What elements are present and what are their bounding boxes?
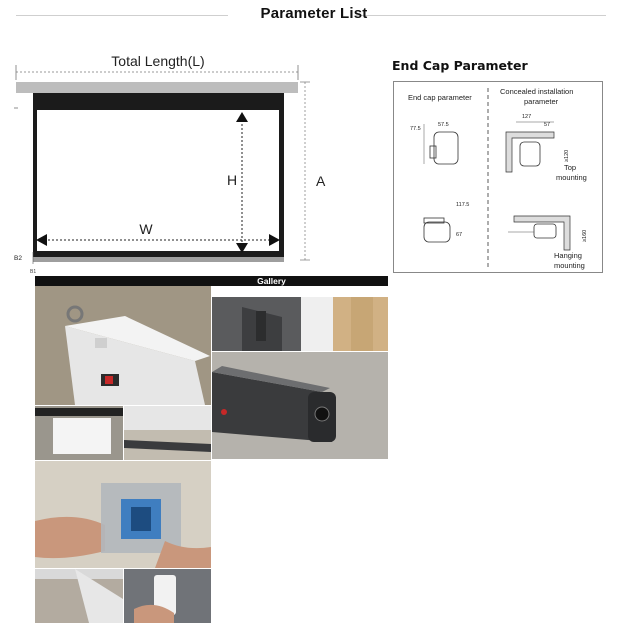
gallery-photo-remote[interactable]	[124, 569, 211, 623]
gallery-photo-end-cap[interactable]	[212, 352, 388, 459]
b2-label: B2	[14, 255, 22, 262]
gallery-photo-screen-corner[interactable]	[301, 297, 388, 351]
dim-label-2: 57.5	[438, 122, 449, 128]
gallery-photo-casing-side[interactable]	[124, 406, 211, 460]
dim-label-4: 67	[456, 232, 463, 238]
dim-label-5: 127	[522, 114, 532, 120]
end-cap-title: End Cap Parameter	[392, 58, 528, 73]
screen-dimension-diagram	[0, 40, 340, 280]
gallery-photo-motor-end[interactable]	[35, 286, 211, 405]
total-length-label: Total Length(L)	[111, 53, 205, 69]
concealed-heading-2: parameter	[524, 97, 559, 106]
top-mounting-2: mounting	[556, 173, 587, 182]
end-cap-drawing	[394, 82, 602, 272]
dim-label-7: ≥120	[564, 149, 570, 162]
concealed-heading-1: Concealed installation	[500, 87, 574, 96]
dim-label-3: 117.5	[456, 202, 470, 208]
top-mounting-1: Top	[564, 163, 577, 172]
gallery-title: Gallery	[257, 276, 286, 286]
bottom-bar	[33, 257, 284, 262]
end-cap-heading: End cap parameter	[408, 93, 472, 102]
screen-surface	[37, 110, 279, 251]
overall-height-label: A	[316, 173, 326, 189]
dim-label-8: ≥160	[582, 229, 588, 242]
height-label: H	[226, 172, 238, 188]
gallery-photo-install-bracket[interactable]	[35, 461, 211, 568]
gallery-photo-room-screen[interactable]	[35, 406, 123, 460]
b1-label: B1	[30, 269, 37, 275]
hanging-mounting-2: mounting	[554, 261, 585, 270]
width-label: W	[139, 221, 153, 237]
gallery-photo-wall-mount[interactable]	[35, 569, 123, 623]
gallery-photo-bracket[interactable]	[212, 297, 301, 351]
end-cap-panel	[393, 81, 603, 273]
hanging-mounting-1: Hanging	[554, 251, 582, 260]
dim-label-1: 77.5	[410, 126, 421, 132]
dim-label-6: 57	[544, 122, 551, 128]
screen-casing	[16, 82, 298, 93]
page-title: Parameter List	[260, 5, 368, 22]
